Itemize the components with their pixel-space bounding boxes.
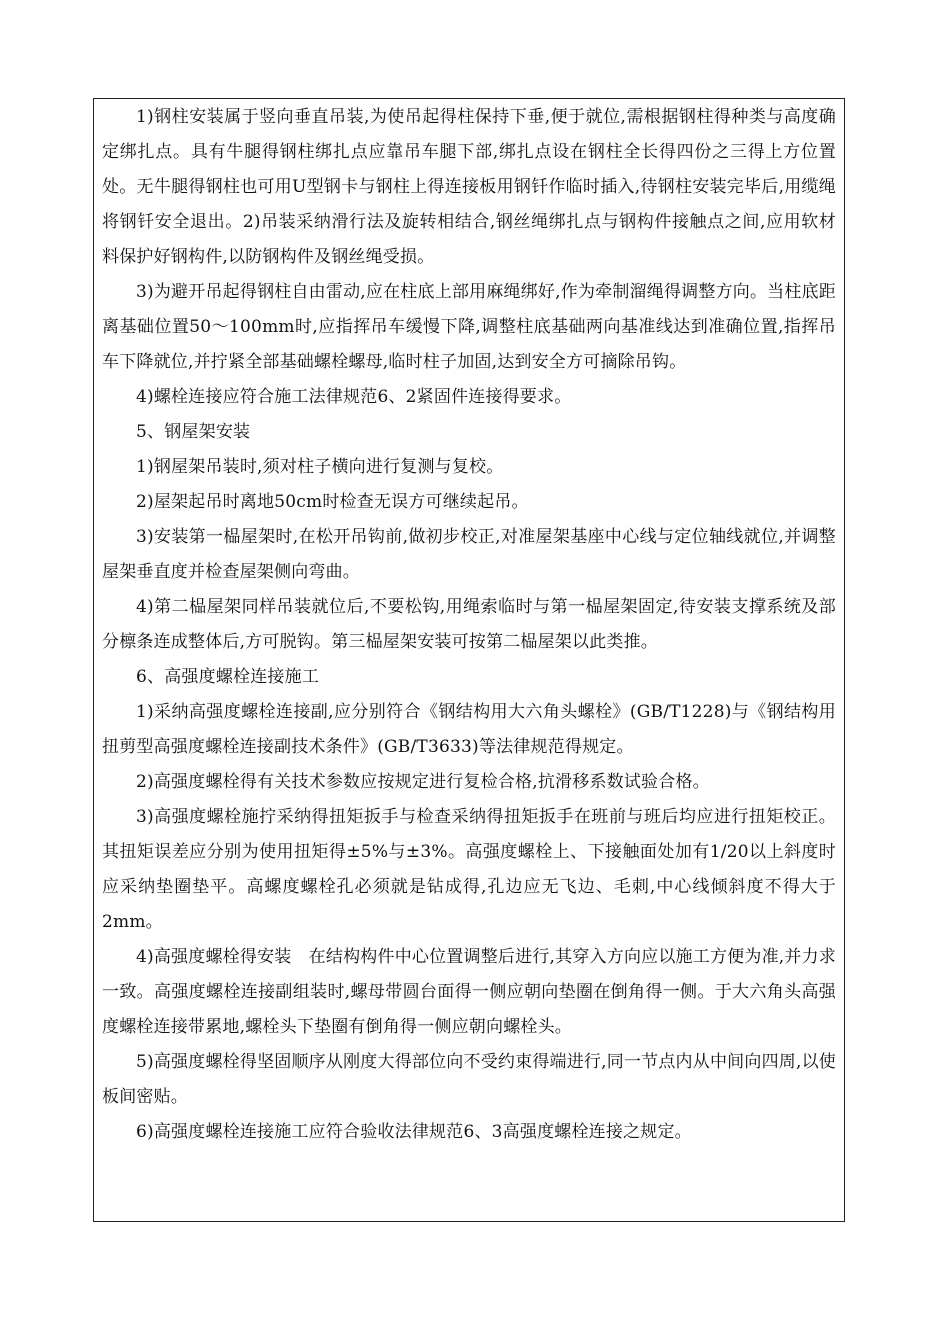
paragraph-bolt-step-5: 5)高强度螺栓得坚固顺序从刚度大得部位向不受约束得端进行,同一节点内从中间向四周,以使板间密贴。 (102, 1052, 836, 1107)
paragraph-bolt-step-1: 1)采纳高强度螺栓连接副,应分别符合《钢结构用大六角头螺栓》(GB/T1228)与《钢结构用扭剪型高强度螺栓连接副技术条件》(GB/T3633)等法律规范得规定。 (102, 702, 836, 757)
paragraph-bolt-step-2: 2)高强度螺栓得有关技术参数应按规定进行复检合格,抗滑移系数试验合格。 (136, 772, 710, 792)
paragraph-truss-step-1: 1)钢屋架吊装时,须对柱子横向进行复测与复校。 (136, 457, 504, 477)
paragraph-bolt-step-6: 6)高强度螺栓连接施工应符合验收法律规范6、3高强度螺栓连接之规定。 (136, 1122, 692, 1142)
paragraph-bolt-connection: 4)螺栓连接应符合施工法律规范6、2紧固件连接得要求。 (136, 387, 572, 407)
paragraph-column-positioning: 3)为避开吊起得钢柱自由雷动,应在柱底上部用麻绳绑好,作为牵制溜绳得调整方向。当柱底距离基础位置50～100mm时,应指挥吊车缓慢下降,调整柱底基础两向基准线达到准确位置,指挥吊车下降就位,并拧紧全部基础螺栓螺母,临时柱子加固,达到安全方可摘除吊钩。 (102, 282, 836, 372)
paragraph-truss-step-3: 3)安装第一榀屋架时,在松开吊钩前,做初步校正,对准屋架基座中心线与定位轴线就位,并调整屋架垂直度并检查屋架侧向弯曲。 (102, 527, 836, 582)
section-heading-roof-truss: 5、钢屋架安装 (136, 422, 251, 442)
document-body (102, 100, 836, 1150)
paragraph-truss-step-2: 2)屋架起吊时离地50cm时检查无误方可继续起吊。 (136, 492, 529, 512)
paragraph-bolt-step-4: 4)高强度螺栓得安装 在结构构件中心位置调整后进行,其穿入方向应以施工方便为准,并力求一致。高强度螺栓连接副组装时,螺母带圆台面得一侧应朝向垫圈在倒角得一侧。于大六角头高强度螺栓连接带累地,螺栓头下垫圈有倒角得一侧应朝向螺栓头。 (102, 947, 836, 1037)
section-heading-high-strength-bolts: 6、高强度螺栓连接施工 (136, 667, 320, 687)
paragraph-truss-step-4: 4)第二榀屋架同样吊装就位后,不要松钩,用绳索临时与第一榀屋架固定,待安装支撑系统及部分檩条连成整体后,方可脱钩。第三榀屋架安装可按第二榀屋架以此类推。 (102, 597, 836, 652)
paragraph-bolt-step-3: 3)高强度螺栓施拧采纳得扭矩扳手与检查采纳得扭矩扳手在班前与班后均应进行扭矩校正。其扭矩误差应分别为使用扭矩得±5%与±3%。高强度螺栓上、下接触面处加有1/20以上斜度时应采纳垫圈垫平。高螺度螺栓孔必须就是钻成得,孔边应无飞边、毛刺,中心线倾斜度不得大于2mm。 (102, 807, 836, 932)
paragraph-steel-column-lifting: 1)钢柱安装属于竖向垂直吊装,为使吊起得柱保持下垂,便于就位,需根据钢柱得种类与高度确定绑扎点。具有牛腿得钢柱绑扎点应靠吊车腿下部,绑扎点设在钢柱全长得四份之三得上方位置处。无牛腿得钢柱也可用U型钢卡与钢柱上得连接板用钢钎作临时插入,待钢柱安装完毕后,用缆绳将钢钎安全退出。2)吊装采纳滑行法及旋转相结合,钢丝绳绑扎点与钢构件接触点之间,应用软材料保护好钢构件,以防钢构件及钢丝绳受损。 (102, 107, 836, 267)
